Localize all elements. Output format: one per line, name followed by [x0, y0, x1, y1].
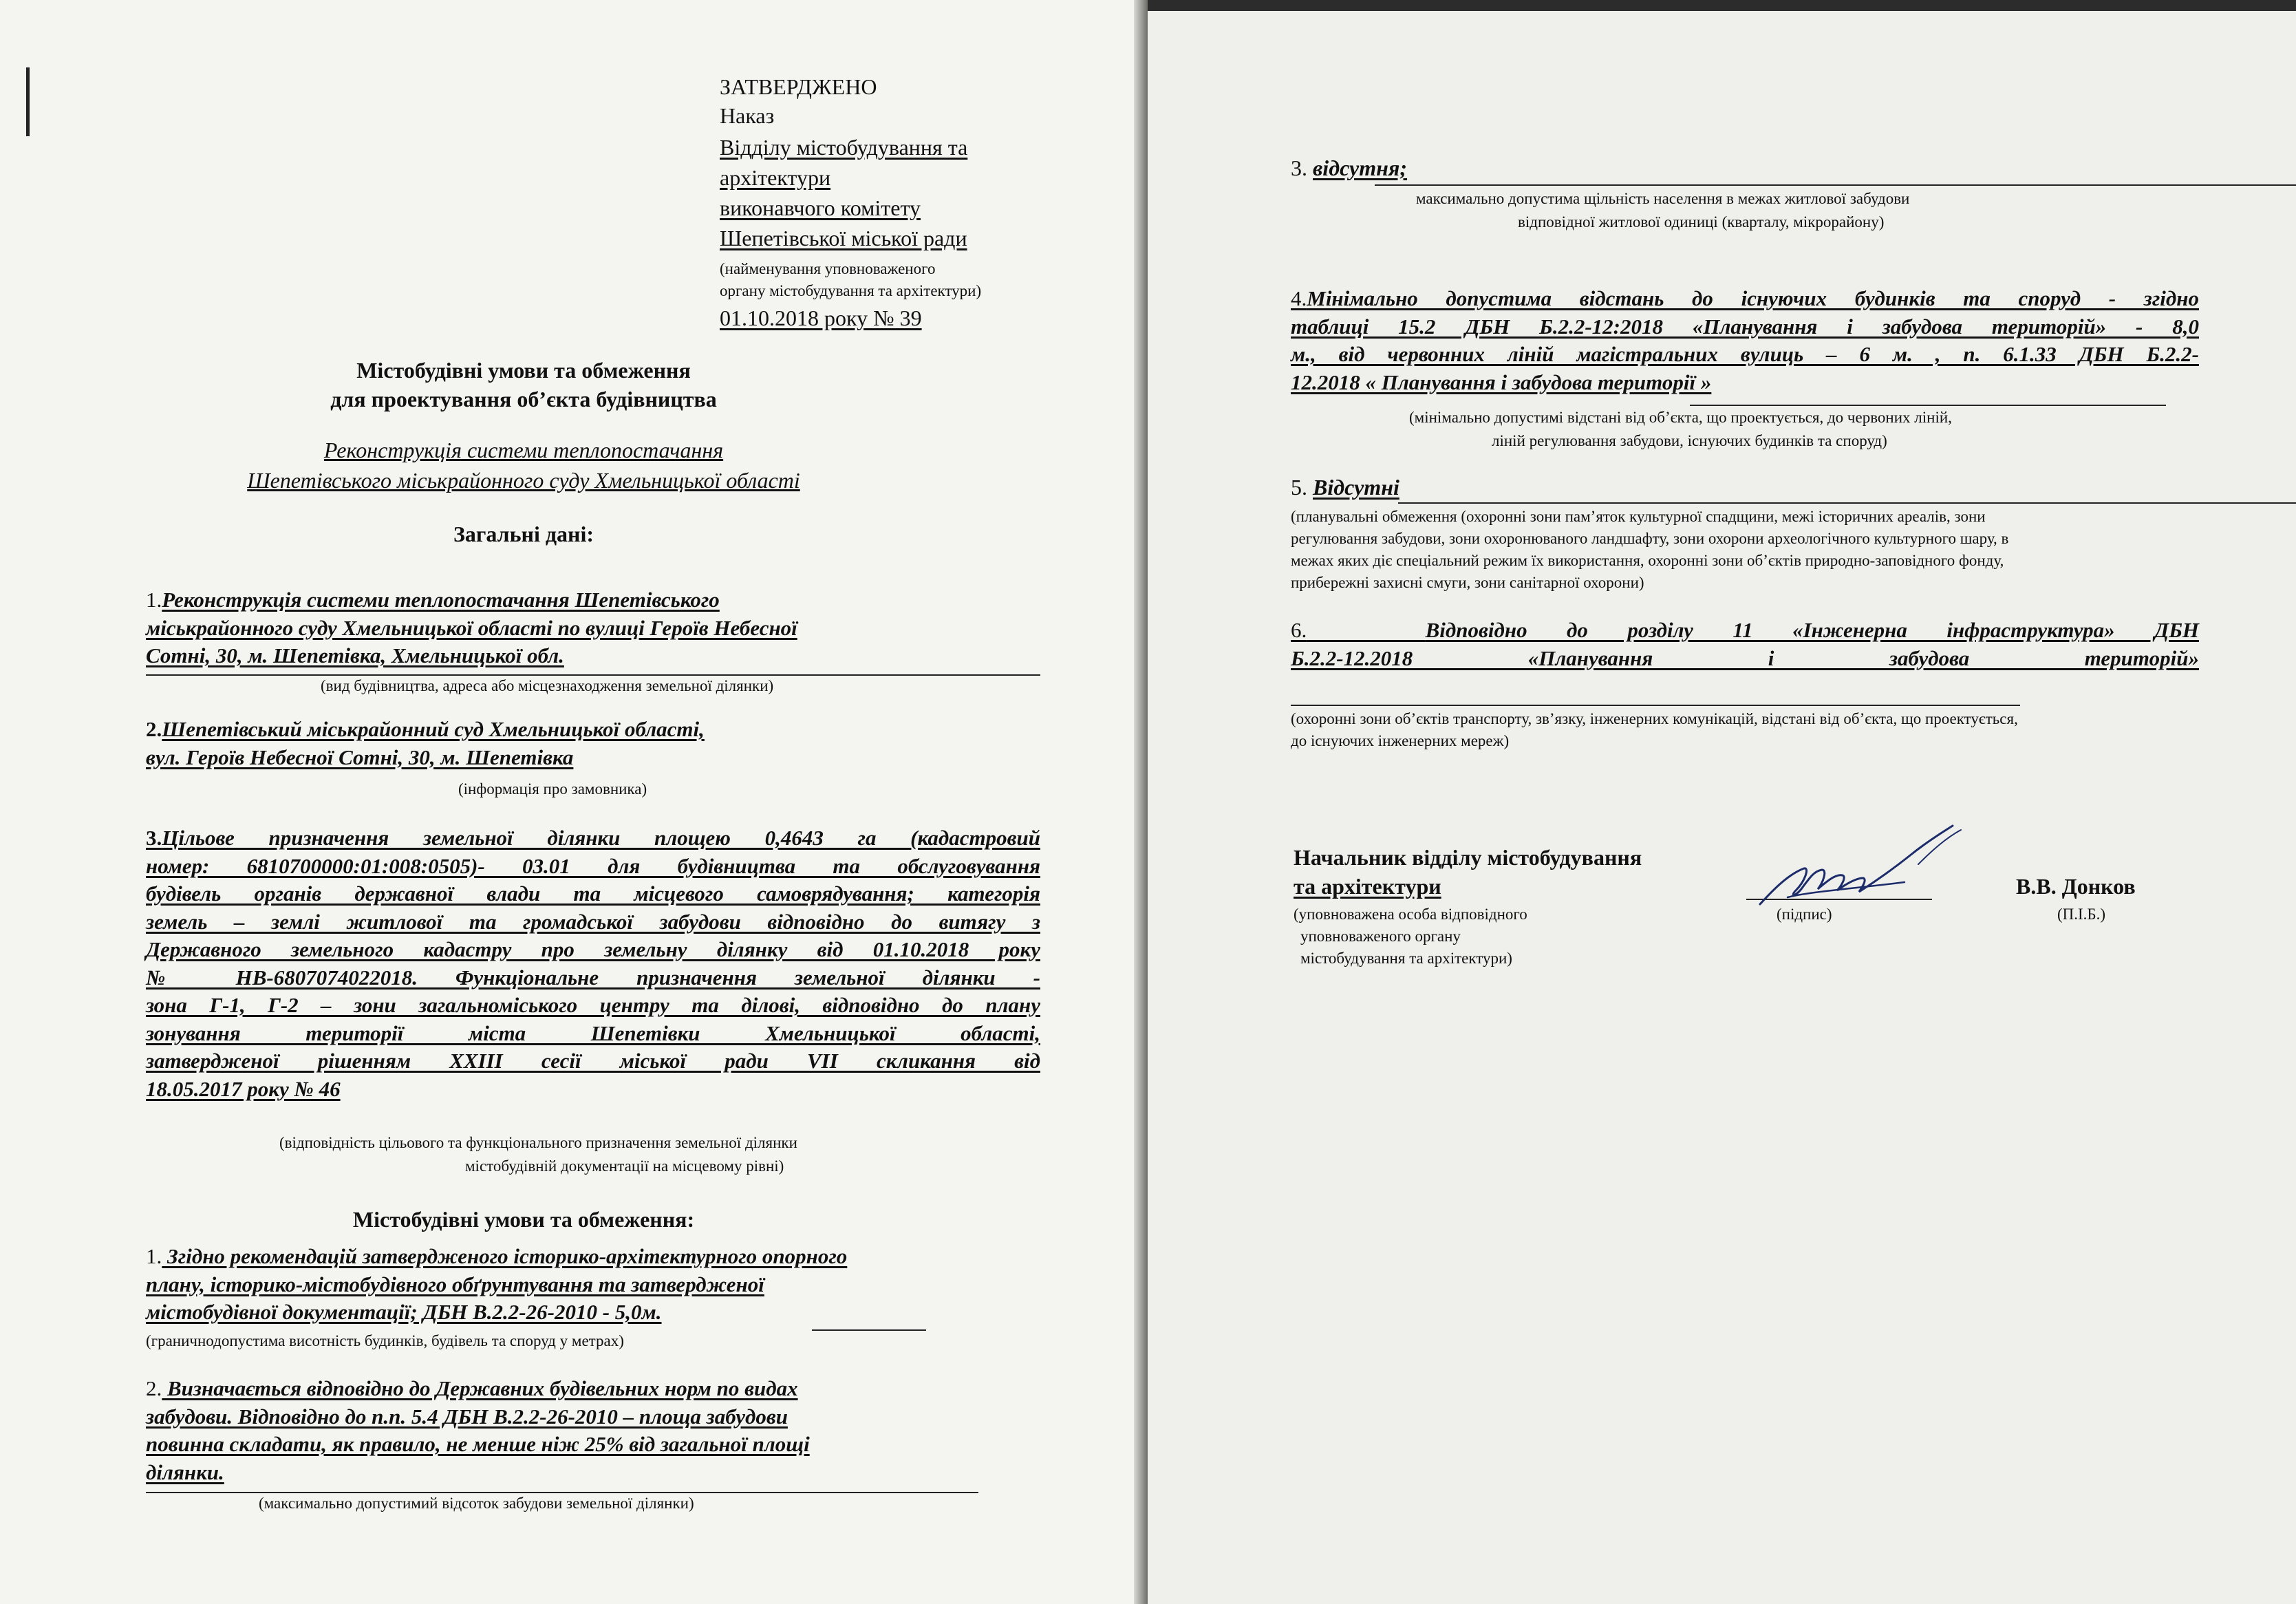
right-page	[1148, 0, 2296, 1604]
condition-item6-rule	[1291, 705, 2020, 706]
condition-item1-line1: Згідно рекомендацій затвердженого історико-архітектурного опорного	[162, 1244, 848, 1268]
condition-item6-caption-line2: до існуючих інженерних мереж)	[1291, 732, 1510, 749]
condition-item1-line2: плану, історико-містобудівного обґрунтування та затвердженої	[146, 1272, 764, 1296]
general-item3-line8: зонування території міста Шепетівки Хмельницької області,	[146, 1020, 1040, 1045]
condition-item5-num: 5.	[1291, 475, 1307, 500]
condition-item3	[1291, 156, 1407, 181]
general-item3-line4: земель – землі житлової та громадської забудови відповідно до витягу з	[146, 909, 1040, 934]
condition-item2-line3: повинна складати, як правило, не менше ніж 25% від загальної площі	[146, 1432, 810, 1456]
handwritten-signature	[1746, 823, 1966, 912]
condition-item1	[146, 1243, 1040, 1327]
general-item3-line9: затвердженої рішенням XXIII сесії міської ради VII скликання від	[146, 1049, 1040, 1073]
general-item1-caption: (вид будівництва, адреса або місцезнаходження земельної ділянки)	[321, 677, 774, 694]
page-fold	[1134, 0, 1148, 1604]
general-item2-num: 2.	[146, 717, 162, 741]
general-item3	[146, 824, 1040, 1103]
top-edge-bar	[1148, 0, 2296, 11]
condition-item4-caption-line2: ліній регулювання забудови, існуючих будинків та споруд)	[1492, 432, 1887, 449]
condition-item5-value: Відсутні	[1313, 475, 1399, 500]
condition-item6	[1291, 617, 2199, 672]
condition-item1-num: 1.	[146, 1244, 162, 1268]
general-item3-num: 3.	[146, 826, 162, 850]
general-item3-line10: 18.05.2017 року № 46	[146, 1076, 341, 1101]
general-item3-line2: номер: 6810700000:01:008:0505)- 03.01 для будівництва та обслуговування	[146, 853, 1040, 878]
signature-caption-official-line1: (уповноважена особа відповідного	[1294, 906, 1527, 923]
general-item1	[146, 586, 1040, 670]
signature-caption-official-line3: містобудування та архітектури)	[1300, 950, 1512, 967]
general-item3-line5: Державного земельного кадастру про земельну ділянку від 01.10.2018 року	[146, 937, 1040, 961]
signature-position-line1: Начальник відділу містобудування	[1294, 845, 1642, 870]
condition-item6-num: 6.	[1291, 618, 1307, 642]
condition-item1-caption: (граничнодопустима висотність будинків, будівель та споруд у метрах)	[146, 1332, 624, 1349]
condition-item5-caption-line4: прибережні захисні смуги, зони санітарної охорони)	[1291, 574, 1644, 591]
condition-item4-line4: 12.2018 « Планування і забудова території »	[1291, 370, 1712, 394]
approval-caption-line1: (найменування уповноваженого	[720, 260, 936, 277]
general-item2	[146, 716, 1040, 771]
condition-item2	[146, 1375, 1040, 1486]
general-item1-line2: міськрайонного суду Хмельницької області по вулиці Героїв Небесної	[146, 615, 797, 640]
general-item1-num: 1.	[146, 588, 162, 612]
condition-item2-line4: ділянки.	[146, 1459, 224, 1484]
condition-item3-value: відсутня;	[1313, 156, 1408, 180]
condition-item4-line1: Мінімально допустима відстань до існуючих будинків та споруд - згідно	[1307, 286, 2199, 310]
approval-dept-line3: виконавчого комітету	[720, 195, 921, 220]
signature-caption-sign: (підпис)	[1777, 906, 1832, 923]
condition-item1-line3: містобудівної документації; ДБН В.2.2-26-2010 - 5,0м.	[146, 1300, 662, 1324]
condition-item4-line3: м., від червонних ліній магістральних вулиць – 6 м. , п. 6.1.33 ДБН Б.2.2-	[1291, 342, 2199, 366]
condition-item6-line1: Відповідно до розділу 11 «Інженерна інфраструктура» ДБН	[1425, 618, 2199, 642]
general-item3-caption-line1: (відповідність цільового та функціонального призначення земельної ділянки	[279, 1134, 797, 1151]
signature-name: В.В. Донков	[2016, 874, 2136, 899]
approval-caption-line2: органу містобудування та архітектури)	[720, 282, 982, 299]
approval-dept-line2: архітектури	[720, 165, 831, 190]
condition-item4-num: 4.	[1291, 286, 1307, 310]
condition-item5-caption-line3: межах яких діє спеціальний режим їх використання, охоронні зони об’єктів природно-заповідного фонду,	[1291, 552, 2004, 569]
conditions-title: Містобудівні умови та обмеження:	[352, 1207, 695, 1232]
condition-item2-num: 2.	[146, 1376, 162, 1400]
approval-title: ЗАТВЕРДЖЕНО	[720, 74, 877, 99]
heading-line2: для проектування об’єкта будівництва	[330, 387, 717, 411]
condition-item2-line1: Визначається відповідно до Державних будівельних норм по видах	[162, 1376, 798, 1400]
general-item3-line7: зона Г-1, Г-2 – зони загальноміського центру та ділові, відповідно до плану	[146, 993, 1040, 1017]
condition-item3-caption-line1: максимально допустима щільність населення в межах житлової забудови	[1416, 190, 1910, 207]
object-name-line2: Шепетівського міськрайонного суду Хмельницької області	[247, 468, 800, 493]
margin-mark	[26, 67, 30, 136]
approval-dept-line1: Відділу містобудування та	[720, 135, 968, 160]
approval-order-word: Наказ	[720, 103, 775, 128]
condition-item2-caption: (максимально допустимий відсоток забудови земельної ділянки)	[259, 1495, 694, 1512]
condition-item2-rule	[146, 1492, 978, 1493]
general-item3-caption-line2: містобудівній документації на місцевому рівні)	[465, 1157, 784, 1175]
general-item3-line6: № НВ-6807074022018. Функціональне призначення земельної ділянки -	[146, 965, 1040, 990]
condition-item5-rule	[1398, 502, 2296, 504]
condition-item2-line2: забудови. Відповідно до п.п. 5.4 ДБН В.2.2-26-2010 – площа забудови	[146, 1404, 788, 1429]
general-item1-rule	[146, 674, 1040, 676]
condition-item6-line2: Б.2.2-12.2018 «Планування і забудова територій»	[1291, 645, 2199, 670]
general-item3-line3: будівель органів державної влади та місцевого самоврядування; категорія	[146, 881, 1040, 906]
condition-item5	[1291, 475, 1399, 500]
signature-caption-name: (П.І.Б.)	[2057, 906, 2106, 923]
signature-caption-official-line2: уповноваженого органу	[1300, 928, 1461, 945]
condition-item4-rule	[1690, 405, 2166, 406]
general-title: Загальні дані:	[453, 522, 594, 546]
signature-position-line2: та архітектури	[1294, 874, 1441, 899]
condition-item3-num: 3.	[1291, 156, 1307, 180]
condition-item1-rule	[812, 1329, 926, 1331]
general-item2-caption: (інформація про замовника)	[458, 780, 647, 798]
general-item3-line1: Цільове призначення земельної ділянки площею 0,4643 га (кадастровий	[162, 826, 1040, 850]
general-item2-line2: вул. Героїв Небесної Сотні, 30, м. Шепетівка	[146, 745, 574, 769]
general-item1-line3: Сотні, 30, м. Шепетівка, Хмельницької обл.	[146, 643, 564, 667]
left-page	[0, 0, 1144, 1604]
condition-item5-caption-line2: регулювання забудови, зони охоронюваного ландшафту, зони охорони археологічного культурного шару, в	[1291, 530, 2009, 547]
heading-line1: Містобудівні умови та обмеження	[356, 358, 691, 383]
condition-item5-caption-line1: (планувальні обмеження (охоронні зони пам’яток культурної спадщини, межі історичних ареалів, зони	[1291, 508, 1986, 525]
condition-item4-line2: таблиці 15.2 ДБН Б.2.2-12:2018 «Планування і забудова територій» - 8,0	[1291, 314, 2199, 339]
object-name-line1: Реконструкція системи теплопостачання	[323, 438, 724, 462]
condition-item4	[1291, 285, 2199, 396]
condition-item6-caption-line1: (охоронні зони об’єктів транспорту, зв’язку, інженерних комунікацій, відстані від об’єкта, що проектується,	[1291, 710, 2018, 727]
condition-item4-caption-line1: (мінімально допустимі відстані від об’єкта, що проектується, до червоних ліній,	[1409, 409, 1952, 426]
general-item2-line1: Шепетівський міськрайонний суд Хмельницької області,	[162, 717, 705, 741]
approval-date-number: 01.10.2018 року № 39	[720, 306, 922, 330]
general-item1-line1: Реконструкція системи теплопостачання Шепетівського	[162, 588, 720, 612]
condition-item3-rule	[1375, 184, 2296, 186]
condition-item3-caption-line2: відповідної житлової одиниці (кварталу, мікрорайону)	[1518, 213, 1885, 231]
approval-dept-line4: Шепетівської міської ради	[720, 226, 967, 250]
